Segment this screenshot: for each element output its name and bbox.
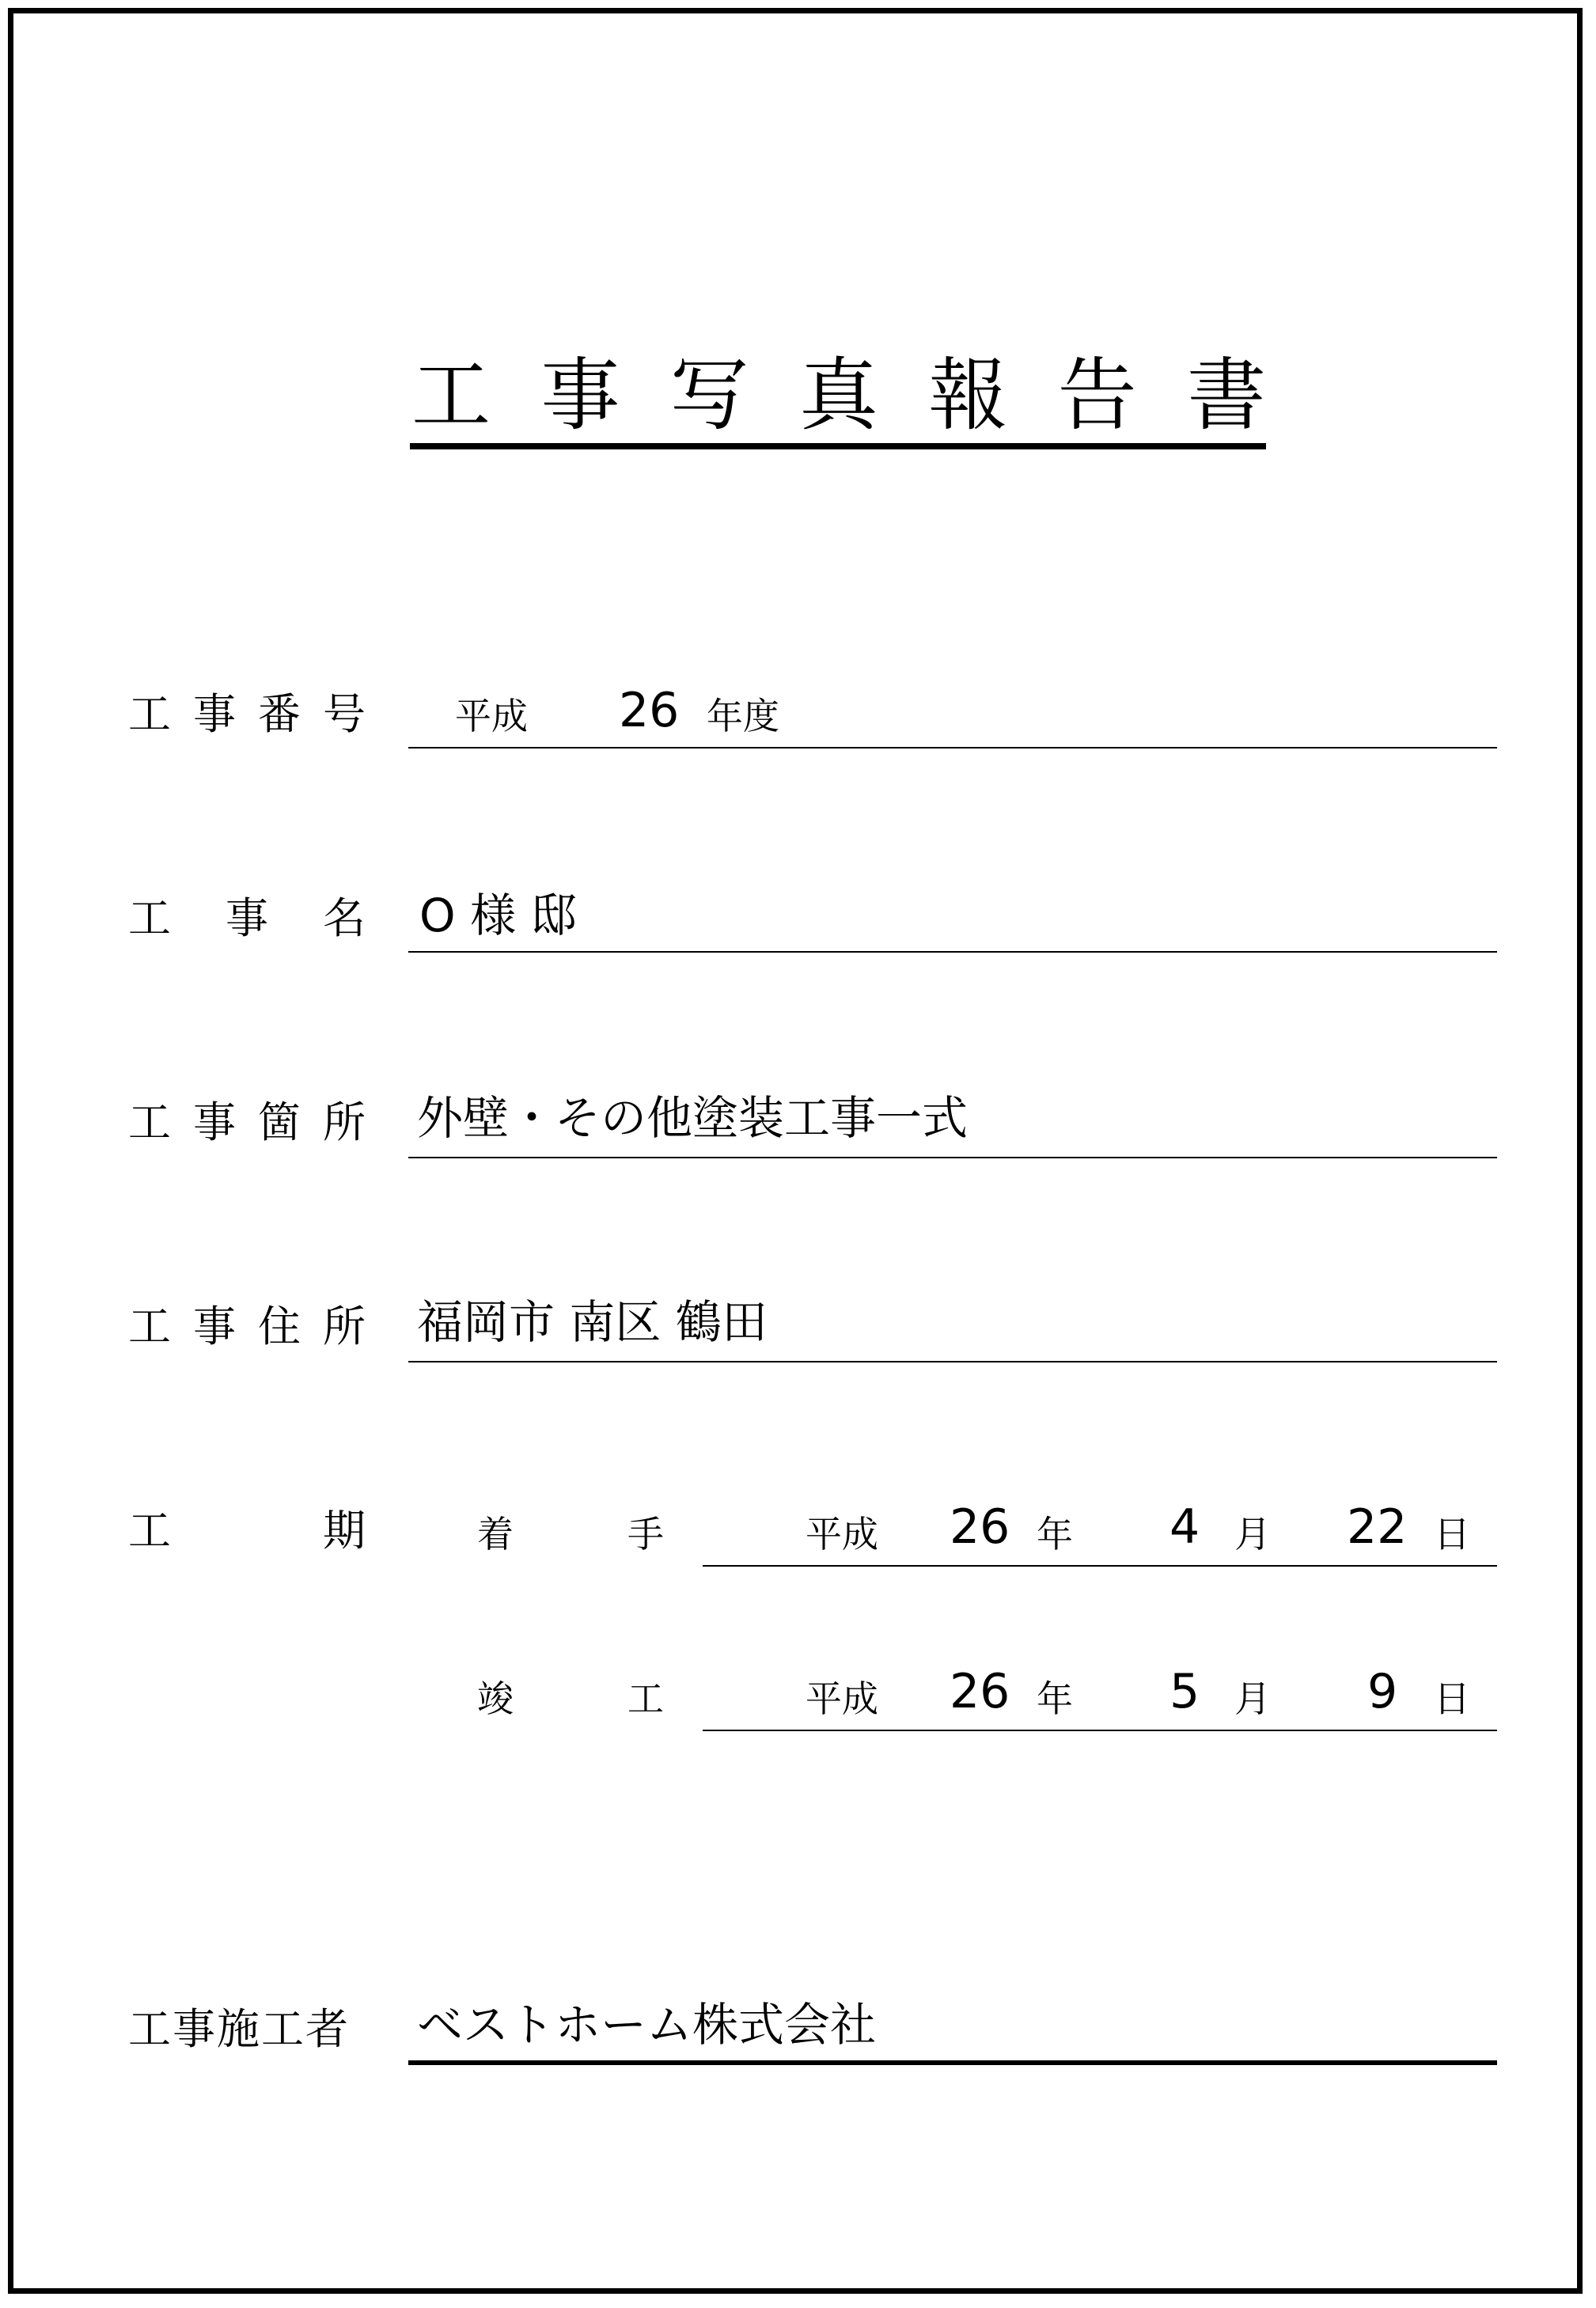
label-project-period: 工 期 bbox=[128, 1506, 366, 1556]
start-era: 平成 bbox=[806, 1513, 878, 1556]
project-name-value: O 様 邸 bbox=[419, 889, 577, 942]
label-contractor: 工事施工者 bbox=[128, 2004, 350, 2054]
label-project-location: 工 事 箇 所 bbox=[128, 1097, 366, 1147]
project-number-year: 26 bbox=[619, 683, 680, 738]
project-name-line bbox=[408, 951, 1497, 953]
label-start: 着 手 bbox=[477, 1513, 664, 1556]
label-project-number: 工 事 番 号 bbox=[128, 689, 366, 739]
end-day-unit: 日 bbox=[1434, 1677, 1470, 1720]
title-underline bbox=[410, 443, 1266, 449]
end-date-line bbox=[703, 1730, 1497, 1731]
label-project-name: 工 事 名 bbox=[128, 893, 366, 943]
project-number-year-suffix: 年度 bbox=[707, 695, 779, 737]
project-number-era: 平成 bbox=[455, 695, 528, 737]
project-address-value: 福岡市 南区 鶴田 bbox=[417, 1295, 768, 1349]
end-day: 9 bbox=[1367, 1664, 1398, 1719]
project-location-line bbox=[408, 1157, 1497, 1158]
label-project-address: 工 事 住 所 bbox=[128, 1302, 366, 1351]
end-month: 5 bbox=[1170, 1664, 1200, 1719]
start-year-unit: 年 bbox=[1037, 1513, 1073, 1556]
start-date-line bbox=[703, 1565, 1497, 1567]
page-border bbox=[8, 8, 1583, 2294]
project-location-value: 外壁・その他塗装工事一式 bbox=[417, 1091, 969, 1145]
contractor-value: ベストホーム株式会社 bbox=[417, 1998, 877, 2052]
project-number-line bbox=[408, 747, 1497, 748]
start-day: 22 bbox=[1347, 1499, 1408, 1555]
end-month-unit: 月 bbox=[1234, 1677, 1271, 1720]
start-month-unit: 月 bbox=[1234, 1513, 1271, 1556]
start-year: 26 bbox=[950, 1499, 1010, 1555]
end-year-unit: 年 bbox=[1037, 1677, 1073, 1720]
start-month: 4 bbox=[1170, 1499, 1200, 1555]
document-title: 工 事 写 真 報 告 書 bbox=[411, 349, 1266, 442]
contractor-line bbox=[408, 2060, 1497, 2065]
label-end: 竣 工 bbox=[477, 1677, 664, 1720]
project-address-line bbox=[408, 1361, 1497, 1362]
end-year: 26 bbox=[950, 1664, 1010, 1719]
end-era: 平成 bbox=[806, 1677, 878, 1720]
start-day-unit: 日 bbox=[1434, 1513, 1470, 1556]
